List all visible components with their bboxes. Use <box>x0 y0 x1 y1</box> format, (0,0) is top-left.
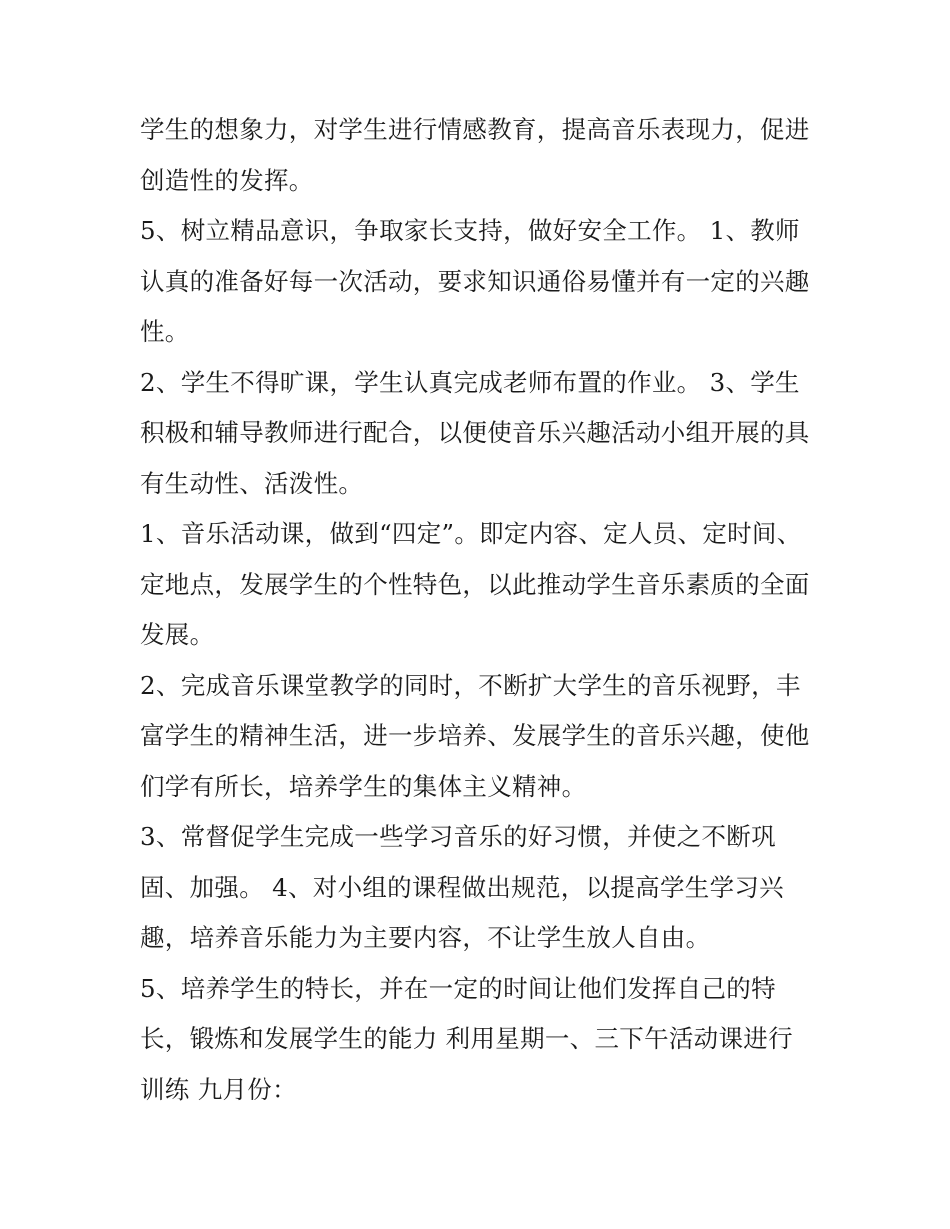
text-line: 2、学生不得旷课，学生认真完成老师布置的作业。 3、学生 <box>140 367 800 397</box>
text-line: 3、常督促学生完成一些学习音乐的好习惯，并使之不断巩 <box>140 822 776 851</box>
text-line: 5、树立精品意识，争取家长支持，做好安全工作。 1、教师 <box>140 216 800 245</box>
text-line: 定地点，发展学生的个性特色，以此推动学生音乐素质的全面 <box>140 569 810 599</box>
text-line: 学生的想象力，对学生进行情感教育，提高音乐表现力，促进 <box>140 115 810 144</box>
text-line: 长，锻炼和发展学生的能力 利用星期一、三下午活动课进行 <box>140 1024 793 1053</box>
text-line: 训练 九月份： <box>140 1074 297 1104</box>
text-line: 富学生的精神生活，进一步培养、发展学生的音乐兴趣，使他 <box>140 721 810 750</box>
text-line: 们学有所长，培养学生的集体主义精神。 <box>140 771 587 801</box>
text-line: 5、培养学生的特长，并在一定的时间让他们发挥自己的特 <box>140 973 776 1003</box>
text-line: 积极和辅导教师进行配合，以便使音乐兴趣活动小组开展的具 <box>140 418 810 447</box>
text-line: 创造性的发挥。 <box>140 165 314 195</box>
text-line: 固、加强。 4、对小组的课程做出规范，以提高学生学习兴 <box>140 872 784 902</box>
text-line: 认真的准备好每一次活动，要求知识通俗易懂并有一定的兴趣 <box>140 266 810 296</box>
text-line: 有生动性、活泼性。 <box>140 468 364 498</box>
text-line: 性。 <box>140 317 190 346</box>
text-line: 发展。 <box>140 620 215 649</box>
text-line: 趣，培养音乐能力为主要内容，不让学生放人自由。 <box>140 923 711 952</box>
text-line: 2、完成音乐课堂教学的同时，不断扩大学生的音乐视野，丰 <box>140 670 801 700</box>
document-body <box>140 105 820 1115</box>
text-line: 1、音乐活动课，做到“四定”。即定内容、定人员、定时间、 <box>140 519 802 548</box>
